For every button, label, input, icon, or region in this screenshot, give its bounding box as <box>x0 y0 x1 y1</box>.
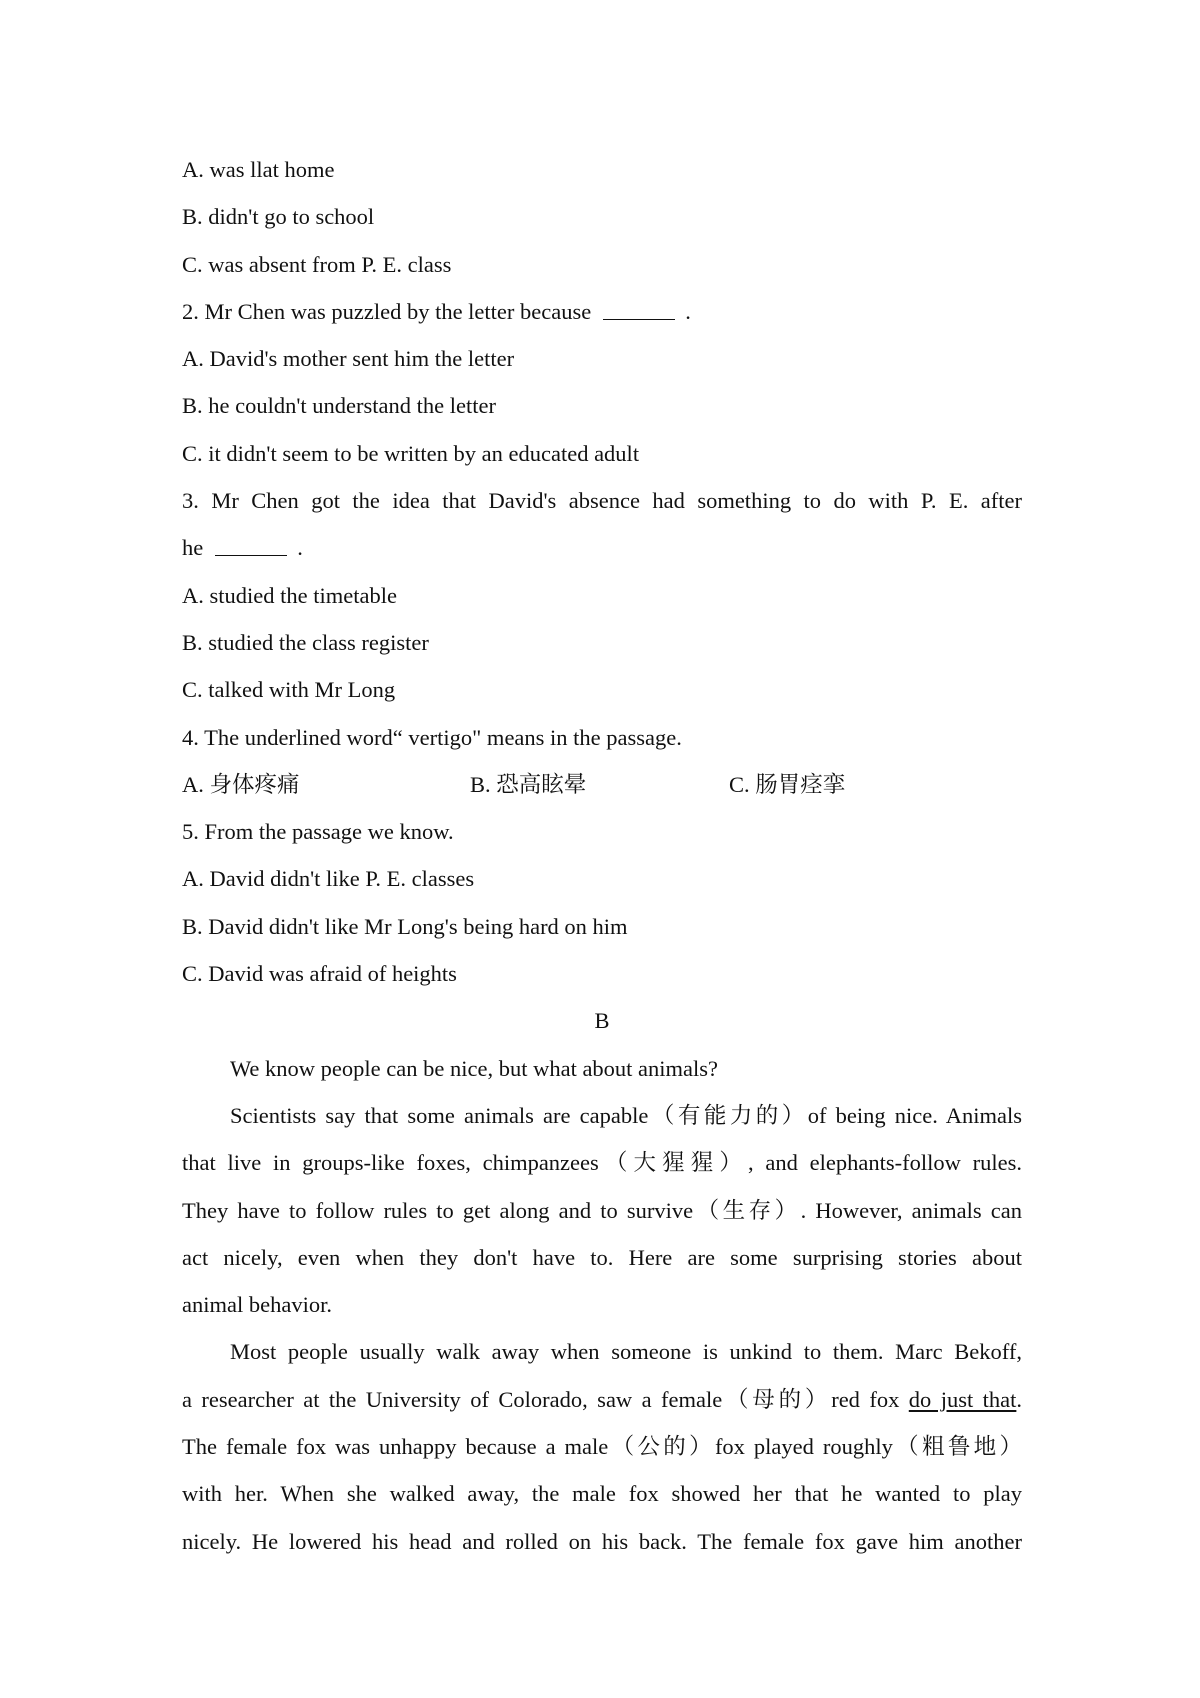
para3-line2-end: . <box>1016 1386 1022 1412</box>
q4-options-row <box>182 761 1022 808</box>
section-b-para2-line3: They have to follow rules to get along and to survive（生存）. However, animals can <box>182 1197 1022 1223</box>
q1-option-c: C. was absent from P. E. class <box>182 251 452 277</box>
section-b-para3-line1: Most people usually walk away when someone is unkind to them. Marc Bekoff, <box>230 1339 1022 1365</box>
q2-stem-end: . <box>685 298 691 324</box>
q2-option-c: C. it didn't seem to be written by an educated adult <box>182 440 640 466</box>
q3-option-a: A. studied the timetable <box>182 582 397 608</box>
q3-stem-end: . <box>297 535 303 561</box>
q4-option-b: B. 恐高眩晕 <box>470 771 587 797</box>
q3-option-b: B. studied the class register <box>182 629 429 655</box>
q4-option-c: C. 肠胃痉挛 <box>729 771 846 797</box>
q3-option-c: C. talked with Mr Long <box>182 677 396 703</box>
section-b-para2-line2: that live in groups-like foxes, chimpanzees（大猩猩）, and elephants-follow rules. <box>182 1150 1022 1176</box>
section-b-para1: We know people can be nice, but what about animals? <box>230 1055 719 1081</box>
underlined-phrase: do just that <box>908 1386 1017 1412</box>
q3-stem-line1: 3. Mr Chen got the idea that David's absence had something to do with P. E. after <box>182 488 1022 514</box>
q3-stem-line2-text: he <box>182 535 204 561</box>
q1-option-a: A. was llat home <box>182 157 335 182</box>
section-b-para2-line4: act nicely, even when they don't have to. Here are some surprising stories about <box>182 1244 1022 1270</box>
section-b-para3-line2 <box>182 1376 1022 1423</box>
q2-option-b: B. he couldn't understand the letter <box>182 393 496 419</box>
section-b-para2-line5: animal behavior. <box>182 1292 332 1318</box>
q2-stem-text: 2. Mr Chen was puzzled by the letter because <box>182 298 592 324</box>
q2-option-a: A. David's mother sent him the letter <box>182 346 515 372</box>
section-b-para3-line3: The female fox was unhappy because a male（公的）fox played roughly（粗鲁地） <box>182 1434 1022 1460</box>
q5-option-b: B. David didn't like Mr Long's being hard on him <box>182 913 628 939</box>
q1-option-b: B. didn't go to school <box>182 204 375 230</box>
section-b-para2-line1: Scientists say that some animals are capable（有能力的）of being nice. Animals <box>230 1102 1022 1128</box>
q2-answer-blank <box>603 299 675 320</box>
q5-stem: 5. From the passage we know. <box>182 819 454 845</box>
q4-stem: 4. The underlined word“ vertigo" means in the passage. <box>182 724 682 750</box>
q5-option-c: C. David was afraid of heights <box>182 961 457 987</box>
q2-stem <box>182 288 1022 335</box>
section-b-para3-line4: with her. When she walked away, the male fox showed her that he wanted to play <box>182 1481 1022 1507</box>
q3-answer-blank <box>215 535 287 556</box>
section-b-heading: B <box>594 1008 610 1034</box>
section-b-para3-line5: nicely. He lowered his head and rolled on his back. The female fox gave him another <box>182 1528 1022 1554</box>
document-content <box>182 146 1022 1565</box>
para3-line2-text: a researcher at the University of Colorado, saw a female（母的）red fox <box>182 1386 900 1412</box>
q3-stem-line2 <box>182 524 1022 571</box>
q4-option-a: A. 身体疼痛 <box>182 771 300 797</box>
q5-option-a: A. David didn't like P. E. classes <box>182 866 475 892</box>
